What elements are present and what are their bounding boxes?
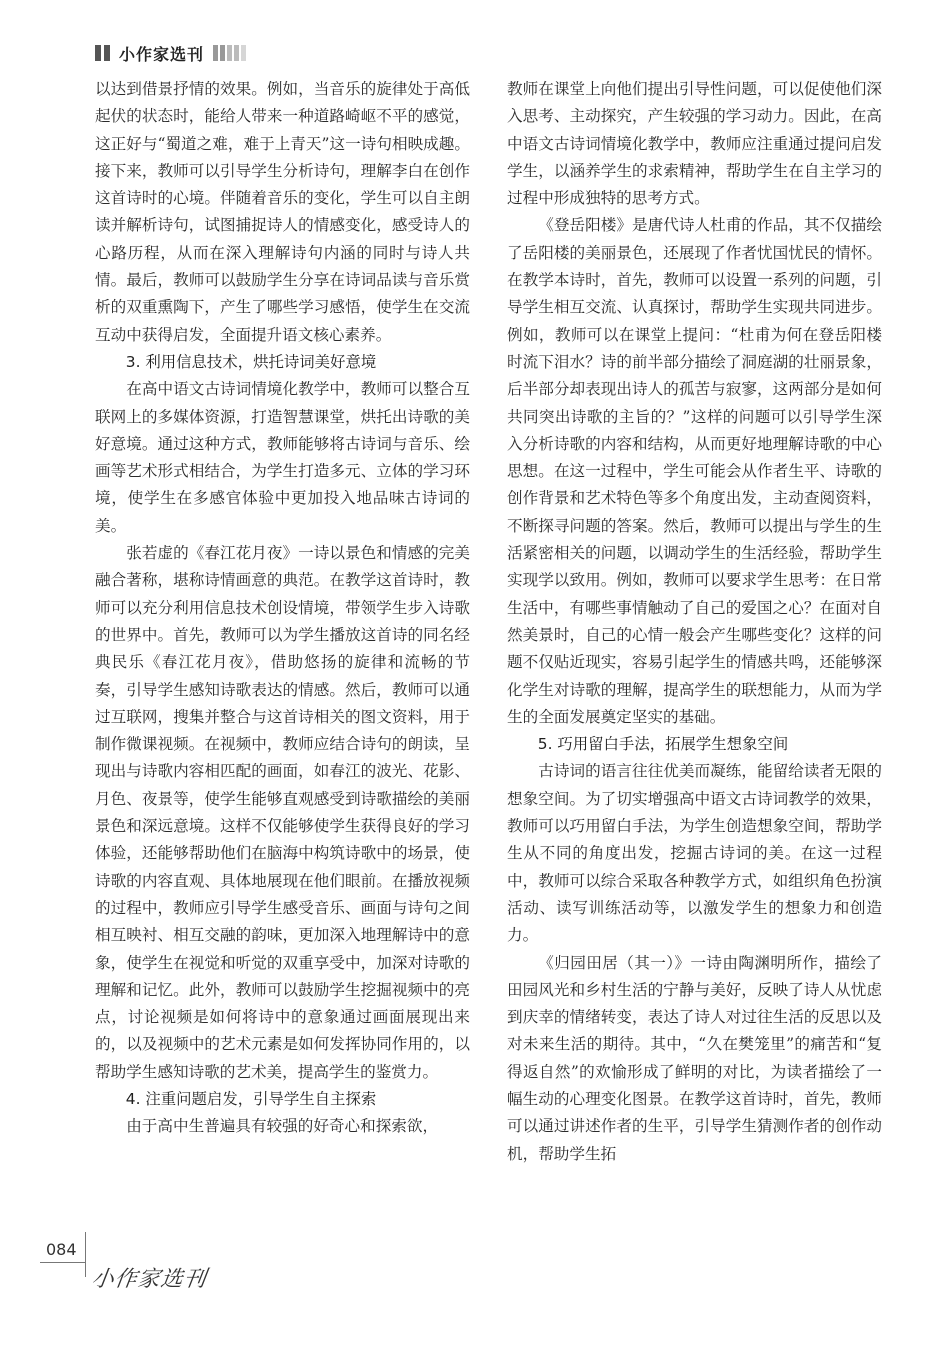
body-paragraph: 张若虚的《春江花月夜》一诗以景色和情感的完美融合著称，堪称诗情画意的典范。在教学这首诗时，教师可以充分利用信息技术创设情境，带领学生步入诗歌的世界中。首先，教师可以为学生播放这首诗的同名经典民乐《春江花月夜》，借助悠扬的旋律和流畅的节奏，引导学生感知诗歌表达的情感。然后，教师可以通过互联网，搜集并整合与这首诗相关的图文资料，用于制作微课视频。在视频中，教师应结合诗句的朗读，呈现出与诗歌内容相匹配的画面，如春江的波光、花影、月色、夜景等，使学生能够直观感受到诗歌描绘的美丽景色和深远意境。这样不仅能够使学生获得良好的学习体验，还能够帮助他们在脑海中构筑诗歌中的场景，使诗歌的内容直观、具体地展现在他们眼前。在播放视频的过程中，教师应引导学生感受音乐、画面与诗句之间相互映衬、相互交融的韵味，更加深入地理解诗中的意象，使学生在视觉和听觉的双重享受中，加深对诗歌的理解和记忆。此外，教师可以鼓励学生挖掘视频中的亮点，讨论视频是如何将诗中的意象通过画面展现出来的，以及视频中的艺术元素是如何发挥协同作用的，以帮助学生感知诗歌的艺术美，提高学生的鉴赏力。 xyxy=(95,544,470,1081)
section-heading: 4. 注重问题启发，引导学生自主探索 xyxy=(125,1089,377,1108)
header-bar-mark xyxy=(227,45,232,61)
header-bar-mark xyxy=(213,45,218,61)
left-text-column xyxy=(95,76,470,1141)
header-bar-mark xyxy=(104,45,110,61)
section-heading: 5. 巧用留白手法，拓展学生想象空间 xyxy=(537,735,789,754)
header-bar-mark xyxy=(95,45,101,61)
header-bar-mark xyxy=(234,45,239,61)
header-bar-mark xyxy=(241,45,246,61)
footer-divider-vertical xyxy=(85,1232,86,1277)
continued-paragraph: 以达到借景抒情的效果。例如，当音乐的旋律处于高低起伏的状态时，能给人带来一种道路崎岖不平的感觉，这正好与“蜀道之难，难于上青天”这一诗句相映成趣。接下来，教师可以引导学生分析诗句，理解李白在创作这首诗时的心境。伴随着音乐的变化，学生可以自主朗读并解析诗句，试图捕捉诗人的情感变化，感受诗人的心路历程，从而在深入理解诗句内涵的同时与诗人共情。最后，教师可以鼓励学生分享在诗词品读与音乐赏析的双重熏陶下，产生了哪些学习感悟，使学生在交流互动中获得启发，全面提升语文核心素养。 xyxy=(95,80,470,344)
section-heading: 3. 利用信息技术，烘托诗词美好意境 xyxy=(125,352,377,371)
body-paragraph: 由于高中生普遍具有较强的好奇心和探索欲， xyxy=(126,1117,439,1136)
continued-paragraph: 教师在课堂上向他们提出引导性问题，可以促使他们深入思考、主动探究，产生较强的学习动力。因此，在高中语文古诗词情境化教学中，教师应注重通过提问启发学生，以涵养学生的求索精神，帮助学生在自主学习的过程中形成独特的思考方式。 xyxy=(507,80,882,208)
journal-title: 小作家选刊 xyxy=(119,44,205,64)
footer-divider-horizontal xyxy=(40,1262,86,1263)
right-text-column xyxy=(507,76,882,1168)
body-paragraph: 古诗词的语言往往优美而凝练，能留给读者无限的想象空间。为了切实增强高中语文古诗词教学的效果，教师可以巧用留白手法，为学生创造想象空间，帮助学生从不同的角度出发，挖掘古诗词的美。在这一过程中，教师可以综合采取各种教学方式，如组织角色扮演活动、读写训练活动等，以激发学生的想象力和创造力。 xyxy=(507,762,882,945)
header-bar-mark xyxy=(220,45,225,61)
body-paragraph: 在高中语文古诗词情境化教学中，教师可以整合互联网上的多媒体资源，打造智慧课堂，烘托出诗歌的美好意境。通过这种方式，教师能够将古诗词与音乐、绘画等艺术形式相结合，为学生打造多元、立体的学习环境，使学生在多感官体验中更加投入地品味古诗词的美。 xyxy=(95,380,470,535)
journal-logo: 小作家选刊 xyxy=(89,1267,209,1292)
body-paragraph: 《登岳阳楼》是唐代诗人杜甫的作品，其不仅描绘了岳阳楼的美丽景色，还展现了作者忧国忧民的情怀。在教学本诗时，首先，教师可以设置一系列的问题，引导学生相互交流、认真探讨，帮助学生实现共同进步。例如，教师可以在课堂上提问：“杜甫为何在登岳阳楼时流下泪水？诗的前半部分描绘了洞庭湖的壮丽景象，后半部分却表现出诗人的孤苦与寂寥，这两部分是如何共同突出诗歌的主旨的？”这样的问题可以引导学生深入分析诗歌的内容和结构，从而更好地理解诗歌的中心思想。在这一过程中，学生可能会从作者生平、诗歌的创作背景和艺术特色等多个角度出发，主动查阅资料，不断探寻问题的答案。然后，教师可以提出与学生的生活紧密相关的问题，以调动学生的生活经验，帮助学生实现学以致用。例如，教师可以要求学生思考：在日常生活中，有哪些事情触动了自己的爱国之心？在面对自然美景时，自己的心情一般会产生哪些变化？这样的问题不仅贴近现实，容易引起学生的情感共鸣，还能够深化学生对诗歌的理解，提高学生的联想能力，从而为学生的全面发展奠定坚实的基础。 xyxy=(507,216,882,726)
running-header xyxy=(95,40,248,66)
body-paragraph: 《归园田居（其一）》一诗由陶渊明所作，描绘了田园风光和乡村生活的宁静与美好，反映了诗人从忧虑到庆幸的情绪转变，表达了诗人对过往生活的反思以及对未来生活的期待。其中，“久在樊笼里”的痛苦和“复得返自然”的欢愉形成了鲜明的对比，为读者描绘了一幅生动的心理变化图景。在教学这首诗时，首先，教师可以通过讲述作者的生平，引导学生猜测作者的创作动机，帮助学生拓 xyxy=(507,953,882,1163)
page-number: 084 xyxy=(46,1240,77,1259)
